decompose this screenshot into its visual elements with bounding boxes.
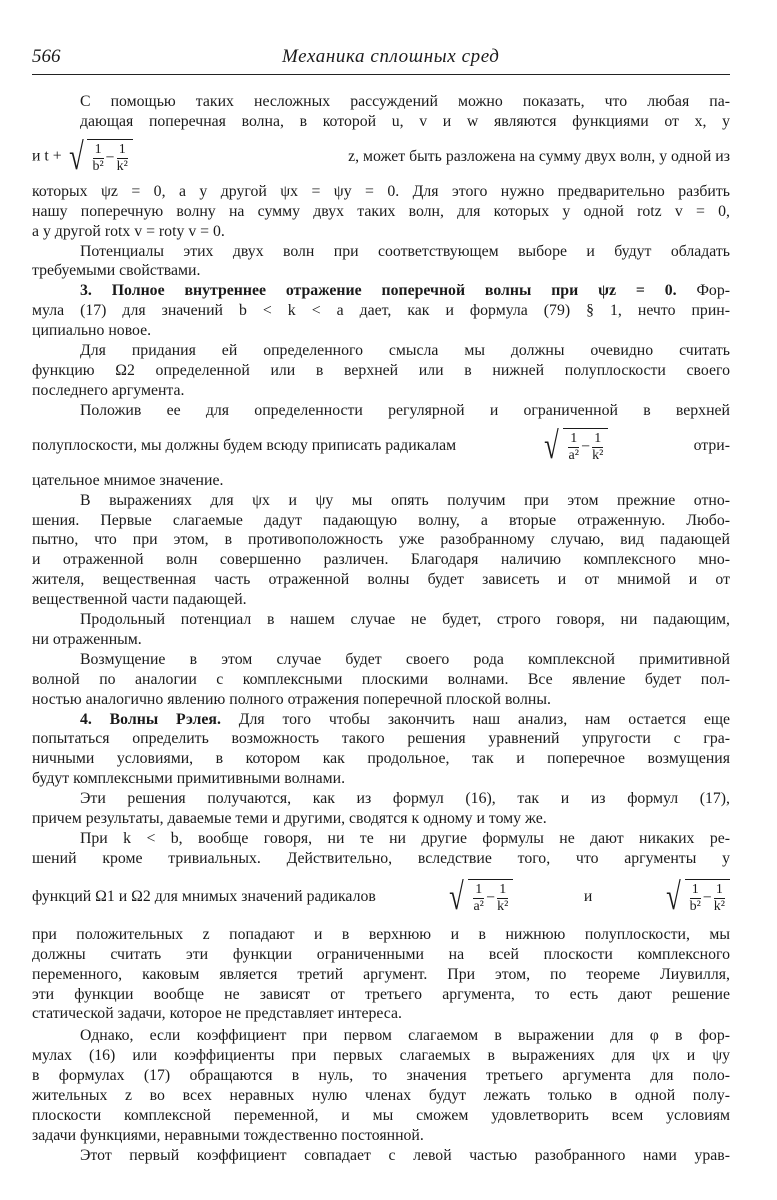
radical-expression: √ $\frac{1}{\text{b²}}$ − $\frac{1}{\text{k²}}$ <box>663 878 730 916</box>
text-line: Положив ее для определенности регулярной и ограниченной в верхней <box>80 401 730 419</box>
text-line: С помощью таких несложных рассуждений можно показать, что любая па- <box>80 93 730 110</box>
text-line: ципиально новое. <box>32 322 152 340</box>
running-title: Механика сплошных сред <box>282 46 500 67</box>
paragraph <box>32 491 730 511</box>
fraction: $\frac{1}{\text{k²}}$ <box>713 881 725 914</box>
text-fragment: отри- <box>693 436 730 454</box>
page-header <box>32 46 730 75</box>
text-line: Этот первый коэффициент совпадает с левой частью разобранного нами урав- <box>80 1146 730 1164</box>
paragraph <box>32 341 730 361</box>
text-line: пытно, что при этом, в противоположность уже разобранному случаю, вид падающей <box>32 531 730 549</box>
text-line: Продольный потенциал в нашем случае не будет, строго говоря, ни падающим, <box>80 611 730 629</box>
paragraph <box>32 650 730 670</box>
radical-expression: √ $\frac{1}{\text{a²}}$ − $\frac{1}{\text{k²}}$ <box>446 878 513 916</box>
text-line: дающая поперечная волна, в которой u, v и w являются функциями от x, y <box>80 112 730 130</box>
text-line: Возмущение в этом случае будет своего рода комплексной примитивной <box>80 650 730 668</box>
text-line: переменного, каковым является третий аргумент. При этом, по теореме Лиувилля, <box>32 965 730 983</box>
text-line: статической задачи, которое не представляет интереса. <box>32 1005 402 1023</box>
text-fragment: полуплоскости, мы должны будем всюду приписать радикалам <box>32 436 457 454</box>
section-4-paragraph <box>32 710 730 730</box>
body-text <box>32 92 730 1166</box>
fraction: $\frac{1}{\text{b²}}$ <box>92 141 104 174</box>
text-fragment: z, может быть разложена на сумму двух волн, у одной из <box>348 147 730 165</box>
text-line: Однако, если коэффициент при первом слагаемом в выражении для φ в фор- <box>80 1027 730 1045</box>
text-line: будут комплексными примитивными волнами. <box>32 770 346 788</box>
text-line: при положительных z попадают и в верхнюю и в нижнюю полуплоскости, мы <box>32 925 730 943</box>
formula-line <box>32 132 730 182</box>
section-3-paragraph <box>32 281 730 301</box>
paragraph <box>32 401 730 421</box>
text-line: функцию Ω2 определенной или в верхней или в нижней полуплоскости своего <box>32 361 730 379</box>
text-line: вещественной части падающей. <box>32 591 247 609</box>
text-line: задачи функциями, неравными тождественно постоянной. <box>32 1126 424 1144</box>
text-line: которых ψz = 0, а у другой ψx = ψy = 0. Для этого нужно предварительно разбить <box>32 182 730 200</box>
text-line: мула (17) для значений b < k < a дает, как и формула (79) § 1, нечто прин- <box>32 302 730 320</box>
formula-line <box>32 869 730 925</box>
fraction: $\frac{1}{\text{k²}}$ <box>497 881 509 914</box>
text-line: ни отраженным. <box>32 630 142 648</box>
text-line: шений кроме тривиальных. Действительно, вследствие того, что аргументы у <box>32 849 730 867</box>
text-line: шения. Первые слагаемые дадут падающую волну, а вторые отраженную. Любо- <box>32 511 730 529</box>
text-line: требуемыми свойствами. <box>32 262 201 280</box>
text-line: нашу поперечную волну на сумму двух таких волн, для которых у одной rotz v = 0, <box>32 202 730 220</box>
paragraph <box>32 829 730 849</box>
section-heading: 3. Полное внутреннее отражение поперечной волны при ψz = 0. <box>80 282 677 300</box>
text-line: эти функции вообще не зависят от третьего аргумента, то есть дают решение <box>32 985 730 1003</box>
text-line: волной по аналогии с комплексными плоскими волнами. Все явление будет пол- <box>32 670 730 688</box>
text-fragment: функций Ω1 и Ω2 для мнимых значений радикалов <box>32 887 376 905</box>
fraction: $\frac{1}{\text{a²}}$ <box>568 430 579 463</box>
fraction: $\frac{1}{\text{a²}}$ <box>473 881 484 914</box>
text-line: последнего аргумента. <box>32 381 185 399</box>
text-line: Эти решения получаются, как из формул (16), так и из формул (17), <box>80 790 730 808</box>
radical-expression: √ $\frac{1}{\text{b²}}$ − $\frac{1}{\text{k²}}$ <box>66 138 133 176</box>
text-line: При k < b, вообще говоря, ни те ни другие формулы не дают никаких ре- <box>80 830 730 847</box>
text-line: жителя, вещественная часть отраженной волны будет зависеть и от мнимой и от <box>32 571 730 589</box>
fraction: $\frac{1}{\text{k²}}$ <box>116 141 128 174</box>
paragraph <box>32 610 730 630</box>
paragraph <box>32 1026 730 1046</box>
text-line: а у другой rotx v = roty v = 0. <box>32 222 225 240</box>
page-number: 566 <box>32 46 61 67</box>
text-line: попытаться определить возможность такого решения уравнений упругости с гра- <box>32 730 730 748</box>
paragraph <box>32 789 730 809</box>
text-line: мулах (16) или коэффициенты при первых слагаемых в выражениях для ψx и ψy <box>32 1047 730 1065</box>
text-line: причем результаты, даваемые теми и другими, сводятся к одному и тому же. <box>32 810 547 828</box>
fraction: $\frac{1}{\text{k²}}$ <box>592 430 604 463</box>
text-line: должны считать эти функции ограниченными на всей плоскости комплексного <box>32 945 730 963</box>
text-line: 3. Полное внутреннее отражение поперечной волны при ψz = 0. Фор- <box>80 282 730 300</box>
paragraph <box>32 92 730 132</box>
text-fragment: и t + √ $\frac{1}{\text{b²}}$ − $\frac{1}{\text{k²}}$ <box>32 138 133 176</box>
text-line: жительных z во всех неравных нулю членах будут лежать только в одной полу- <box>32 1087 730 1105</box>
text-line: 4. Волны Рэлея. Для того чтобы закончить наш анализ, нам остается еще <box>80 710 731 728</box>
paragraph <box>32 1146 730 1166</box>
text-line: в формулах (17) обращаются в нуль, то значения третьего аргумента для поло- <box>32 1067 730 1085</box>
text-line: плоскости комплексной переменной, и мы сможем удовлетворить всем условиям <box>32 1106 730 1124</box>
text-line: ностью аналогично явлению полного отражения поперечной плоской волны. <box>32 690 551 708</box>
text-line: и отраженной волн совершенно различен. Благодаря наличию комплексного мно- <box>32 551 730 569</box>
radical-expression: √ $\frac{1}{\text{a²}}$ − $\frac{1}{\text{k²}}$ <box>541 427 608 465</box>
text-line: Потенциалы этих двух волн при соответствующем выборе и будут обладать <box>80 242 730 260</box>
formula-line <box>32 421 730 471</box>
text-line: цательное мнимое значение. <box>32 471 224 489</box>
fraction: $\frac{1}{\text{b²}}$ <box>689 881 701 914</box>
text-fragment: и <box>583 887 593 905</box>
text-line: В выражениях для ψx и ψy мы опять получим при этом прежние отно- <box>80 491 730 509</box>
text-line: ничными условиями, в котором как продольное, так и поперечное возмущения <box>32 750 730 768</box>
section-heading: 4. Волны Рэлея. <box>80 710 221 728</box>
paragraph <box>32 242 730 262</box>
text-line: Для придания ей определенного смысла мы должны очевидно считать <box>80 342 730 360</box>
